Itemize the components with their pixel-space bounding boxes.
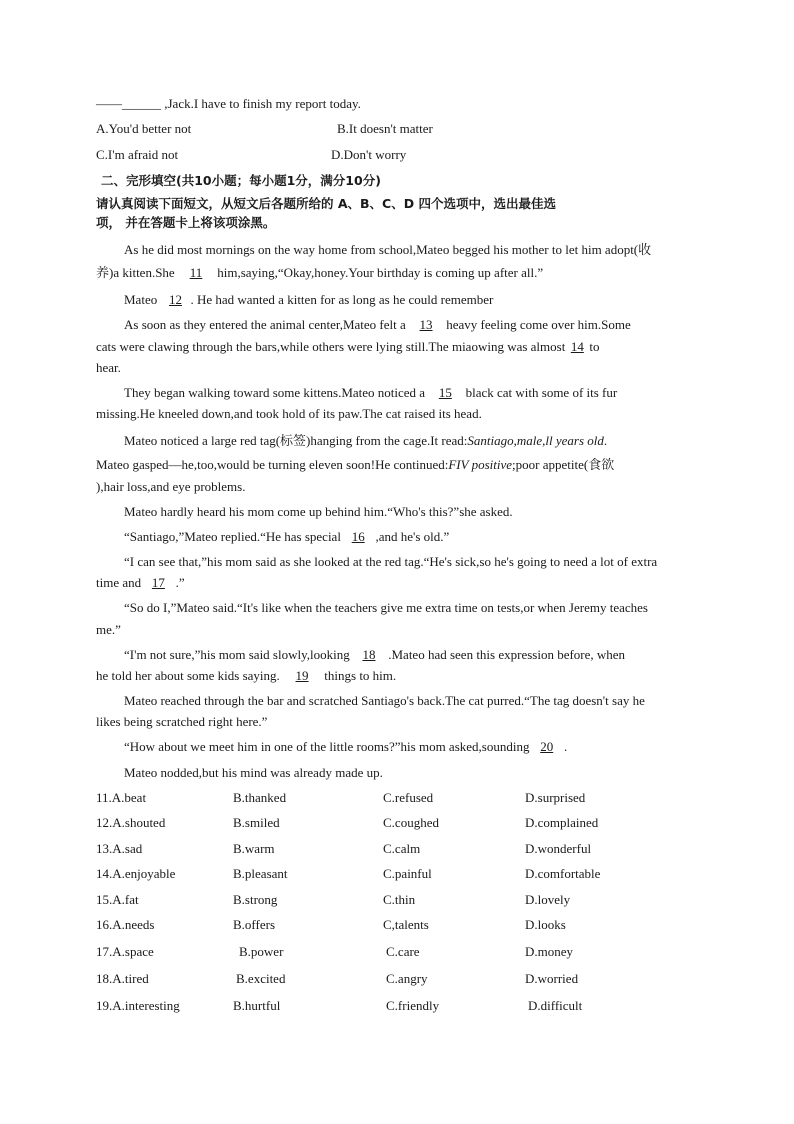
option-11-b: B.thanked [233,790,287,805]
section-instruction-1: 请认真阅读下面短文，从短文后各题所给的 A、B、C、D 四个选项中，选出最佳选 [96,196,556,211]
option-12-a: 12.A.shouted [96,815,166,830]
q10-option-d: D.Don't worry [331,147,407,162]
option-13-b: B.warm [233,841,275,856]
option-15-b: B.strong [233,892,278,907]
passage-p9-line1: “So do I,”Mateo said.“It's like when the teachers give me extra time on tests,or when Jeremy teaches [124,600,648,615]
blank-17: 17 [151,575,165,590]
blank-20: 20 [540,739,554,754]
passage-p8-line2: time and 17 .” [96,573,694,593]
option-14-d: D.comfortable [525,866,601,881]
passage-p2: Mateo 12 . He had wanted a kitten for as long as he could remember [124,290,722,310]
blank-15: 15 [438,385,452,400]
passage-p8-line1: “I can see that,”his mom said as she looked at the red tag.“He's sick,so he's going to need a lot of extra [124,554,658,569]
blank-13: 13 [419,317,433,332]
blank-12: 12 [168,292,182,307]
passage-p10-line2: he told her about some kids saying. 19 things to him. [96,666,694,686]
passage-p9-line2: me.” [96,622,121,637]
passage-p6: Mateo hardly heard his mom come up behind him.“Who's this?”she asked. [124,504,513,519]
blank-11: 11 [189,265,203,280]
option-18-c: C.angry [386,971,428,986]
passage-p4-line1: They began walking toward some kittens.Mateo noticed a 15 black cat with some of its fur [124,383,722,403]
option-15-a: 15.A.fat [96,892,139,907]
passage-p10-line1: “I'm not sure,”his mom said slowly,looking 18 .Mateo had seen this expression before, when [124,645,722,665]
q10-option-b: B.It doesn't matter [337,121,433,136]
option-19-a: 19.A.interesting [96,998,180,1013]
option-16-b: B.offers [233,917,276,932]
option-14-a: 14.A.enjoyable [96,866,176,881]
blank-19: 19 [295,668,309,683]
passage-p11-line2: likes being scratched right here.” [96,714,268,729]
q10-option-c: C.I'm afraid not [96,147,179,162]
blank-16: 16 [351,529,365,544]
option-16-c: C,talents [383,917,429,932]
option-18-a: 18.A.tired [96,971,149,986]
passage-p12: “How about we meet him in one of the little rooms?”his mom asked,sounding 20 . [124,737,722,757]
q10-option-a: A.You'd better not [96,121,192,136]
option-14-b: B.pleasant [233,866,288,881]
passage-p7: “Santiago,”Mateo replied.“He has special 16 ,and he's old.” [124,527,722,547]
option-13-a: 13.A.sad [96,841,143,856]
option-11-d: D.surprised [525,790,586,805]
option-17-a: 17.A.space [96,944,154,959]
option-13-d: D.wonderful [525,841,592,856]
option-12-c: C.coughed [383,815,439,830]
option-15-d: D.lovely [525,892,571,907]
passage-p5-line1: Mateo noticed a large red tag(标签)hanging from the cage.It read:Santiago,male,ll years old. [124,433,608,448]
option-16-a: 16.A.needs [96,917,155,932]
passage-p1-line2: 养)a kitten.She 11 him,saying,“Okay,honey.Your birthday is coming up after all.” [96,263,694,283]
option-18-d: D.worried [525,971,579,986]
option-15-c: C.thin [383,892,416,907]
option-13-c: C.calm [383,841,421,856]
option-19-c: C.friendly [386,998,440,1013]
option-19-d: D.difficult [528,998,583,1013]
passage-p1-line1: As he did most mornings on the way home from school,Mateo begged his mother to let him adopt(收 [124,242,652,257]
passage-p3-line1: As soon as they entered the animal center,Mateo felt a 13 heavy feeling come over him.Some [124,315,691,335]
passage-p5-line2: Mateo gasped—he,too,would be turning eleven soon!He continued:FIV positive;poor appetite(食欲 [96,457,615,472]
option-17-c: C.care [386,944,420,959]
option-14-c: C.painful [383,866,432,881]
section-instruction-2: 项， 并在答题卡上将该项涂黑。 [96,215,276,230]
blank-14: 14 [570,339,584,354]
section-heading: 二、完形填空(共10小题；每小题1分，满分10分) [101,173,381,188]
passage-p13: Mateo nodded,but his mind was already made up. [124,765,383,780]
option-12-b: B.smiled [233,815,280,830]
option-11-c: C.refused [383,790,434,805]
passage-p3-line3: hear. [96,360,121,375]
option-12-d: D.complained [525,815,599,830]
passage-p11-line1: Mateo reached through the bar and scratched Santiago's back.The cat purred.“The tag doesn't say he [124,693,645,708]
passage-p5-line3: ),hair loss,and eye problems. [96,479,246,494]
blank-18: 18 [362,647,376,662]
option-19-b: B.hurtful [233,998,281,1013]
passage-p4-line2: missing.He kneeled down,and took hold of its paw.The cat raised its head. [96,406,482,421]
option-17-d: D.money [525,944,574,959]
q10-stem: ——______ ,Jack.I have to finish my report today. [96,96,361,111]
option-18-b: B.excited [236,971,286,986]
option-16-d: D.looks [525,917,566,932]
passage-p3-line2: cats were clawing through the bars,while others were lying still.The miaowing was almost 14 to [96,337,694,357]
option-17-b: B.power [239,944,284,959]
option-11-a: 11.A.beat [96,790,147,805]
